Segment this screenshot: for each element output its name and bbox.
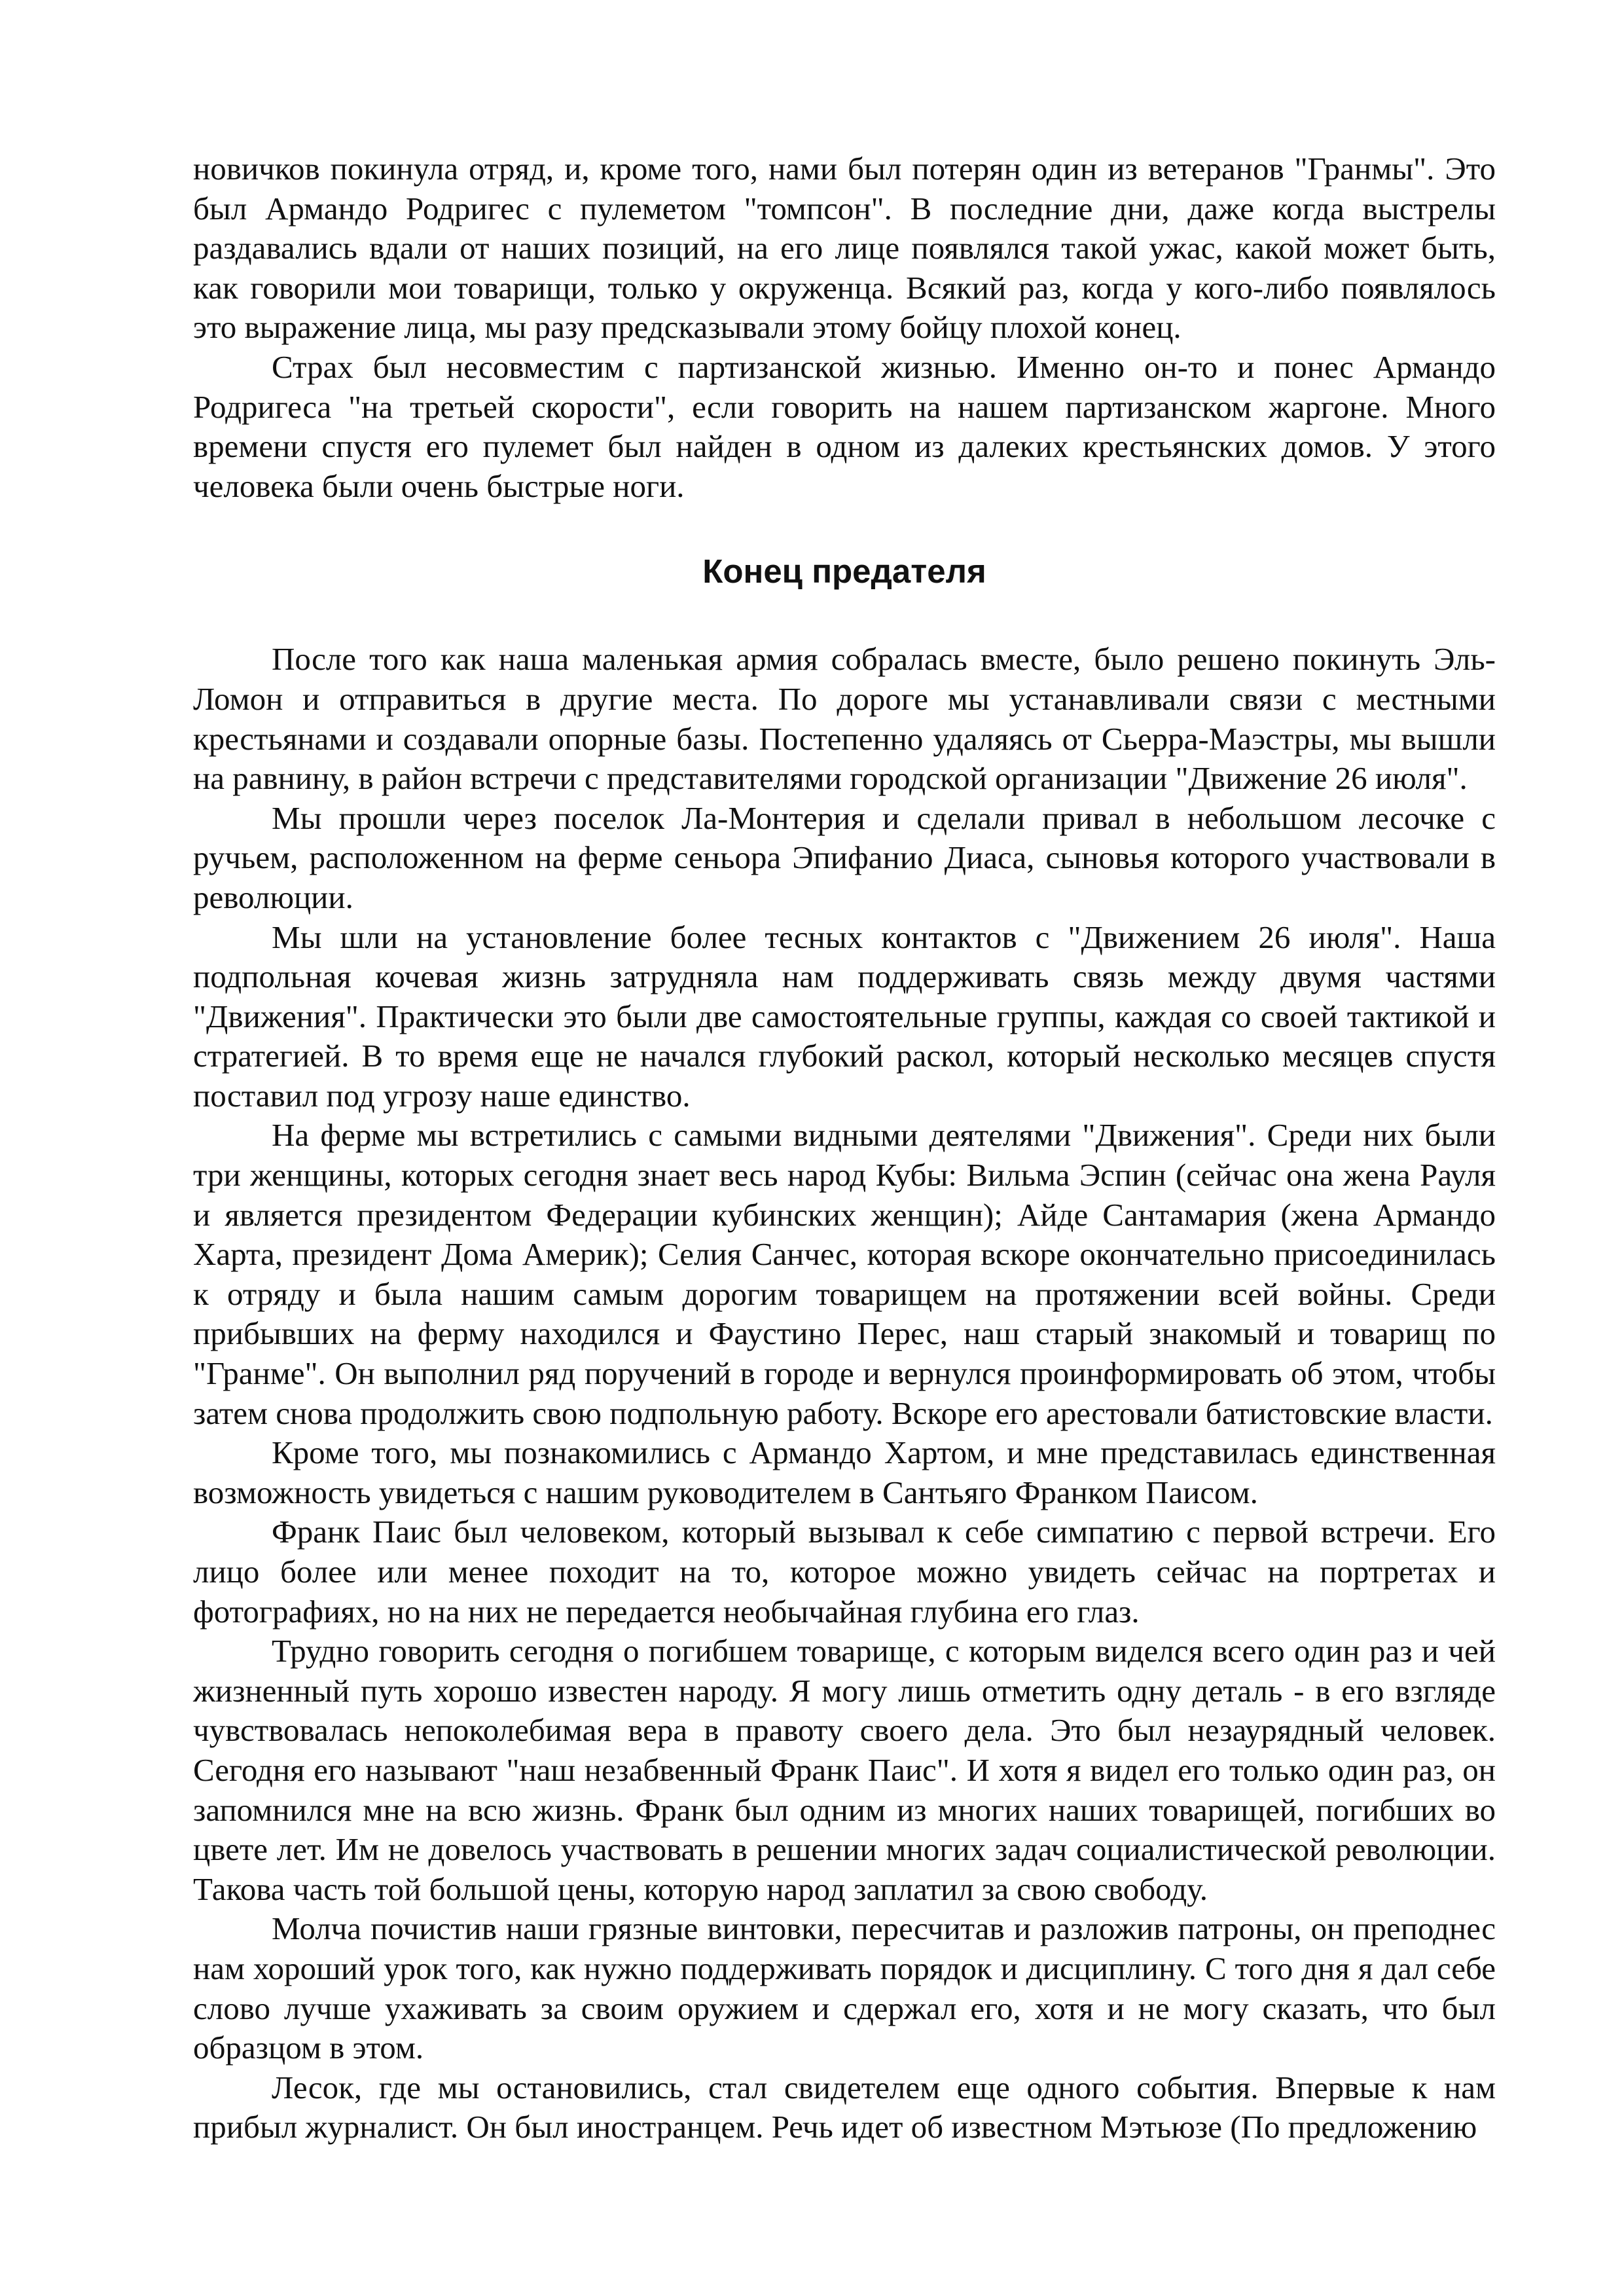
- paragraph: Франк Паис был человеком, который вызывал к себе симпатию с первой встречи. Его лицо более или менее походит на то, которое можно увидеть сейчас на портретах и фотографиях, но на них не передается необычайная глубина его глаз.: [193, 1514, 1496, 1630]
- document-body: [193, 149, 1496, 2147]
- paragraph: Мы шли на установление более тесных контактов с "Движением 26 июля". Наша подпольная кочевая жизнь затрудняла нам поддерживать связь между двумя частями "Движения". Практически это были две самостоятельные группы, каждая со своей тактикой и стратегией. В то время еще не начался глубокий раскол, который несколько месяцев спустя поставил под угрозу наше единство.: [193, 919, 1496, 1114]
- paragraph-truncated: Лесок, где мы остановились, стал свидетелем еще одного события. Впервые к нам прибыл журналист. Он был иностранцем. Речь идет об известном Мэтьюзе (По предложению: [193, 2069, 1496, 2145]
- paragraph: Молча почистив наши грязные винтовки, пересчитав и разложив патроны, он преподнес нам хороший урок того, как нужно поддерживать порядок и дисциплину. С того дня я дал себе слово лучше ухаживать за своим оружием и сдержал его, хотя и не могу сказать, что был образцом в этом.: [193, 1910, 1496, 2066]
- paragraph-continuation: новичков покинула отряд, и, кроме того, нами был потерян один из ветеранов "Гранмы". Это был Армандо Родригес с пулеметом "томпсон". В последние дни, даже когда выстрелы раздавались вдали от наших позиций, на его лице появлялся такой ужас, какой может быть, как говорили мои товарищи, только у окруженца. Всякий раз, когда у кого-либо появлялось это выражение лица, мы разу предсказывали этому бойцу плохой конец.: [193, 151, 1496, 346]
- paragraph: Кроме того, мы познакомились с Армандо Хартом, и мне представилась единственная возможность увидеться с нашим руководителем в Сантьяго Франком Паисом.: [193, 1434, 1496, 1510]
- paragraph: Мы прошли через поселок Ла-Монтерия и сделали привал в небольшом лесочке с ручьем, расположенном на ферме сеньора Эпифанио Диаса, сыновья которого участвовали в революции.: [193, 799, 1496, 915]
- paragraph: После того как наша маленькая армия собралась вместе, было решено покинуть Эль-Ломон и отправиться в другие места. По дороге мы устанавливали связи с местными крестьянами и создавали опорные базы. Постепенно удаляясь от Сьерра-Маэстры, мы вышли на равнину, в район встречи с представителями городской организации "Движение 26 июля".: [193, 641, 1496, 797]
- paragraph: На ферме мы встретились с самыми видными деятелями "Движения". Среди них были три женщины, которых сегодня знает весь народ Кубы: Вильма Эспин (сейчас она жена Рауля и является президентом Федерации кубинских женщин); Айде Сантамария (жена Армандо Харта, президент Дома Америк); Селия Санчес, которая вскоре окончательно присоединилась к отряду и была нашим самым дорогим товарищем на протяжении всей войны. Среди прибывших на ферму находился и Фаустино Перес, наш старый знакомый и товарищ по "Гранме". Он выполнил ряд поручений в городе и вернулся проинформировать об этом, чтобы затем снова продолжить свою подпольную работу. Вскоре его арестовали батистовские власти.: [193, 1117, 1496, 1431]
- section-heading: Конец предателя: [702, 553, 986, 591]
- paragraph: Страх был несовместим с партизанской жизнью. Именно он-то и понес Армандо Родригеса "на третьей скорости", если говорить на нашем партизанском жаргоне. Много времени спустя его пулемет был найден в одном из далеких крестьянских домов. У этого человека были очень быстрые ноги.: [193, 348, 1496, 504]
- paragraph: Трудно говорить сегодня о погибшем товарище, с которым виделся всего один раз и чей жизненный путь хорошо известен народу. Я могу лишь отметить одну деталь - в его взгляде чувствовалась непоколебимая вера в правоту своего дела. Это был незаурядный человек. Сегодня его называют "наш незабвенный Франк Паис". И хотя я видел его только один раз, он запомнился мне на всю жизнь. Франк был одним из многих наших товарищей, погибших во цвете лет. Им не довелось участвовать в решении многих задач социалистической революции. Такова часть той большой цены, которую народ заплатил за свою свободу.: [193, 1633, 1496, 1907]
